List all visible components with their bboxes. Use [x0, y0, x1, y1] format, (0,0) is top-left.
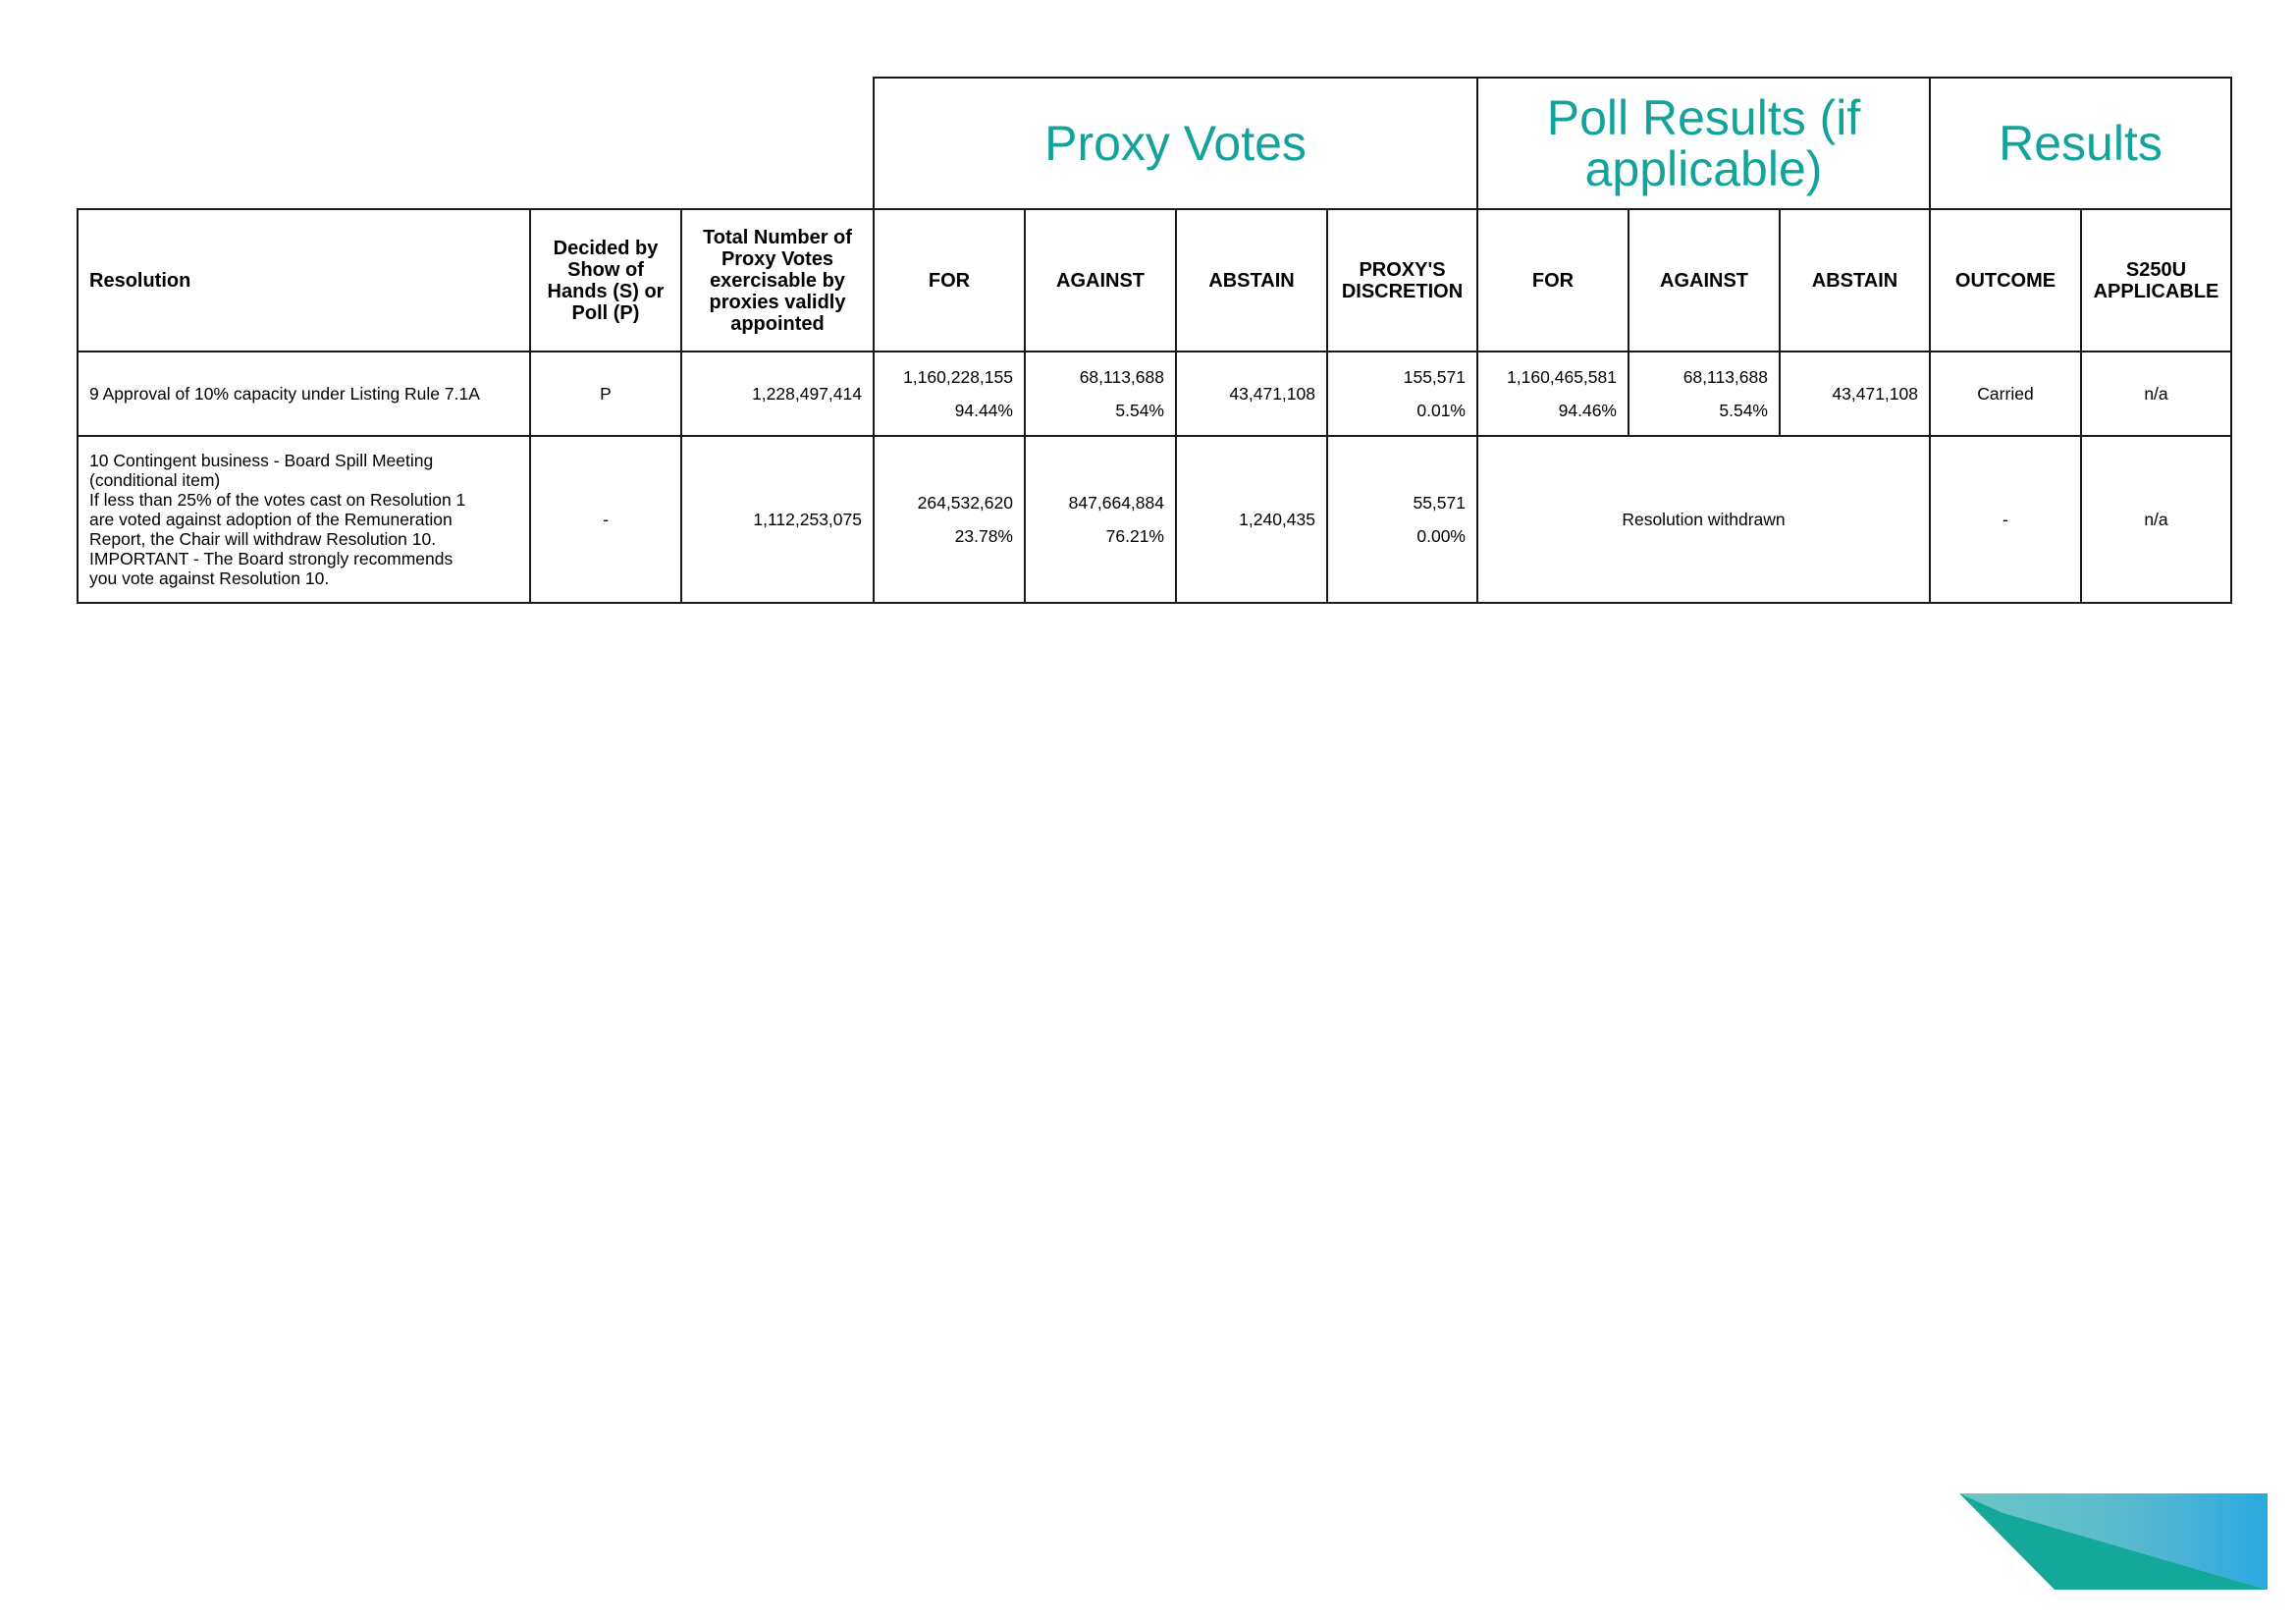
column-header-proxy-for: [873, 208, 1026, 352]
column-header-proxy-discretion: [1326, 208, 1478, 352]
table-row-9-decided-by: [529, 351, 682, 437]
table-row-10-resolution: [77, 435, 531, 604]
resolution-9-proxy-discretion-value: 155,571: [1403, 367, 1466, 387]
table-row-10-poll-merged: [1476, 435, 1931, 604]
table-row-10-outcome: [1929, 435, 2082, 604]
resolution-10-proxy-against-value: 847,664,884: [1068, 493, 1164, 513]
corner-brand-graphic: [1959, 1493, 2268, 1590]
column-header-total-proxy-votes: [680, 208, 875, 352]
resolution-10-proxy-discretion-percent: 0.00%: [1416, 526, 1466, 546]
column-header-s250u-label: S250U APPLICABLE: [2093, 258, 2219, 302]
column-header-proxy-against: [1024, 208, 1177, 352]
resolution-10-proxy-discretion-value: 55,571: [1413, 493, 1466, 513]
resolution-9-poll-for-percent: 94.46%: [1558, 401, 1617, 420]
resolution-10-proxy-abstain-value: 1,240,435: [1239, 510, 1315, 529]
resolution-9-poll-for-value: 1,160,465,581: [1507, 367, 1617, 387]
resolution-9-poll-against-value: 68,113,688: [1682, 367, 1768, 387]
resolution-10-s250u-value: n/a: [2144, 510, 2168, 529]
column-header-total-proxy-votes-label: Total Number of Proxy Votes exercisable by proxies validly appointed: [703, 226, 852, 335]
resolution-10-outcome-value: -: [2002, 510, 2008, 529]
table-row-9-proxy-for: [873, 351, 1026, 437]
column-header-outcome: [1929, 208, 2082, 352]
poll-results-heading: Poll Results (if applicable): [1546, 90, 1861, 196]
resolution-10-proxy-for-value: 264,532,620: [917, 493, 1013, 513]
resolution-9-proxy-against-value: 68,113,688: [1079, 367, 1164, 387]
table-row-10-proxy-abstain: [1175, 435, 1328, 604]
column-header-poll-abstain: [1779, 208, 1931, 352]
resolution-9-proxy-for-value: 1,160,228,155: [903, 367, 1013, 387]
column-header-proxy-abstain-label: ABSTAIN: [1208, 269, 1295, 292]
table-row-9-poll-against: [1628, 351, 1781, 437]
resolution-10-line-2: (conditional item): [89, 470, 221, 490]
resolution-10-proxy-against-percent: 76.21%: [1105, 526, 1164, 546]
column-header-poll-against: [1628, 208, 1781, 352]
column-header-decided-by: [529, 208, 682, 352]
table-row-10-proxy-for: [873, 435, 1026, 604]
resolution-9-total-proxy-votes-value: 1,228,497,414: [752, 384, 862, 404]
proxy-votes-group-header: [873, 77, 1478, 210]
proxy-votes-heading: Proxy Votes: [1044, 116, 1307, 171]
resolution-9-decided-by-value: P: [600, 384, 612, 404]
resolution-10-line-3: If less than 25% of the votes cast on Resolution 1: [89, 490, 466, 510]
column-header-proxy-for-label: FOR: [928, 269, 971, 292]
table-row-10-proxy-against: [1024, 435, 1177, 604]
column-header-poll-against-label: AGAINST: [1660, 269, 1748, 292]
column-header-decided-by-label: Decided by Show of Hands (S) or Poll (P): [547, 237, 665, 324]
column-header-s250u: [2080, 208, 2232, 352]
resolution-10-decided-by-value: -: [603, 510, 609, 529]
resolution-9-poll-abstain-value: 43,471,108: [1832, 384, 1918, 404]
table-row-9-outcome: [1929, 351, 2082, 437]
table-row-10-proxy-discretion: [1326, 435, 1478, 604]
table-row-10-decided-by: [529, 435, 682, 604]
column-header-proxy-discretion-label: PROXY'S DISCRETION: [1341, 258, 1464, 302]
column-header-resolution-label: Resolution: [89, 269, 191, 292]
table-row-9-resolution: [77, 351, 531, 437]
table-row-9-proxy-against: [1024, 351, 1177, 437]
resolution-10-line-6: IMPORTANT - The Board strongly recommends: [89, 549, 454, 568]
resolution-10-line-7: you vote against Resolution 10.: [89, 568, 330, 588]
resolution-9-text: 9 Approval of 10% capacity under Listing Rule 7.1A: [89, 384, 480, 404]
resolution-10-line-4: are voted against adoption of the Remuneration: [89, 510, 453, 529]
table-row-9-poll-for: [1476, 351, 1629, 437]
resolution-9-proxy-for-percent: 94.44%: [954, 401, 1013, 420]
column-header-proxy-against-label: AGAINST: [1056, 269, 1145, 292]
resolution-10-total-proxy-votes-value: 1,112,253,075: [753, 510, 862, 529]
poll-results-group-header: [1476, 77, 1931, 210]
resolution-10-proxy-for-percent: 23.78%: [954, 526, 1013, 546]
resolution-10-line-5: Report, the Chair will withdraw Resolution 10.: [89, 529, 437, 549]
resolution-10-text: [89, 451, 465, 588]
results-group-header: [1929, 77, 2232, 210]
table-row-9-total-proxy-votes: [680, 351, 875, 437]
table-row-10-total-proxy-votes: [680, 435, 875, 604]
resolution-9-outcome-value: Carried: [1977, 384, 2034, 404]
column-header-outcome-label: OUTCOME: [1954, 269, 2056, 292]
table-row-9-proxy-abstain: [1175, 351, 1328, 437]
column-header-poll-for-label: FOR: [1531, 269, 1575, 292]
table-row-9-s250u: [2080, 351, 2232, 437]
resolution-9-s250u-value: n/a: [2144, 384, 2168, 404]
resolution-9-poll-against-percent: 5.54%: [1719, 401, 1768, 420]
resolution-10-line-1: 10 Contingent business - Board Spill Meeting: [89, 451, 434, 470]
column-header-proxy-abstain: [1175, 208, 1328, 352]
resolution-9-proxy-abstain-value: 43,471,108: [1229, 384, 1315, 404]
table-row-9-proxy-discretion: [1326, 351, 1478, 437]
column-header-poll-for: [1476, 208, 1629, 352]
resolution-9-proxy-discretion-percent: 0.01%: [1416, 401, 1466, 420]
column-header-resolution: [77, 208, 531, 352]
table-row-9-poll-abstain: [1779, 351, 1931, 437]
resolution-10-poll-status: Resolution withdrawn: [1622, 510, 1786, 529]
column-header-poll-abstain-label: ABSTAIN: [1811, 269, 1898, 292]
table-row-10-s250u: [2080, 435, 2232, 604]
resolution-9-proxy-against-percent: 5.54%: [1115, 401, 1164, 420]
results-heading: Results: [1999, 116, 2163, 171]
